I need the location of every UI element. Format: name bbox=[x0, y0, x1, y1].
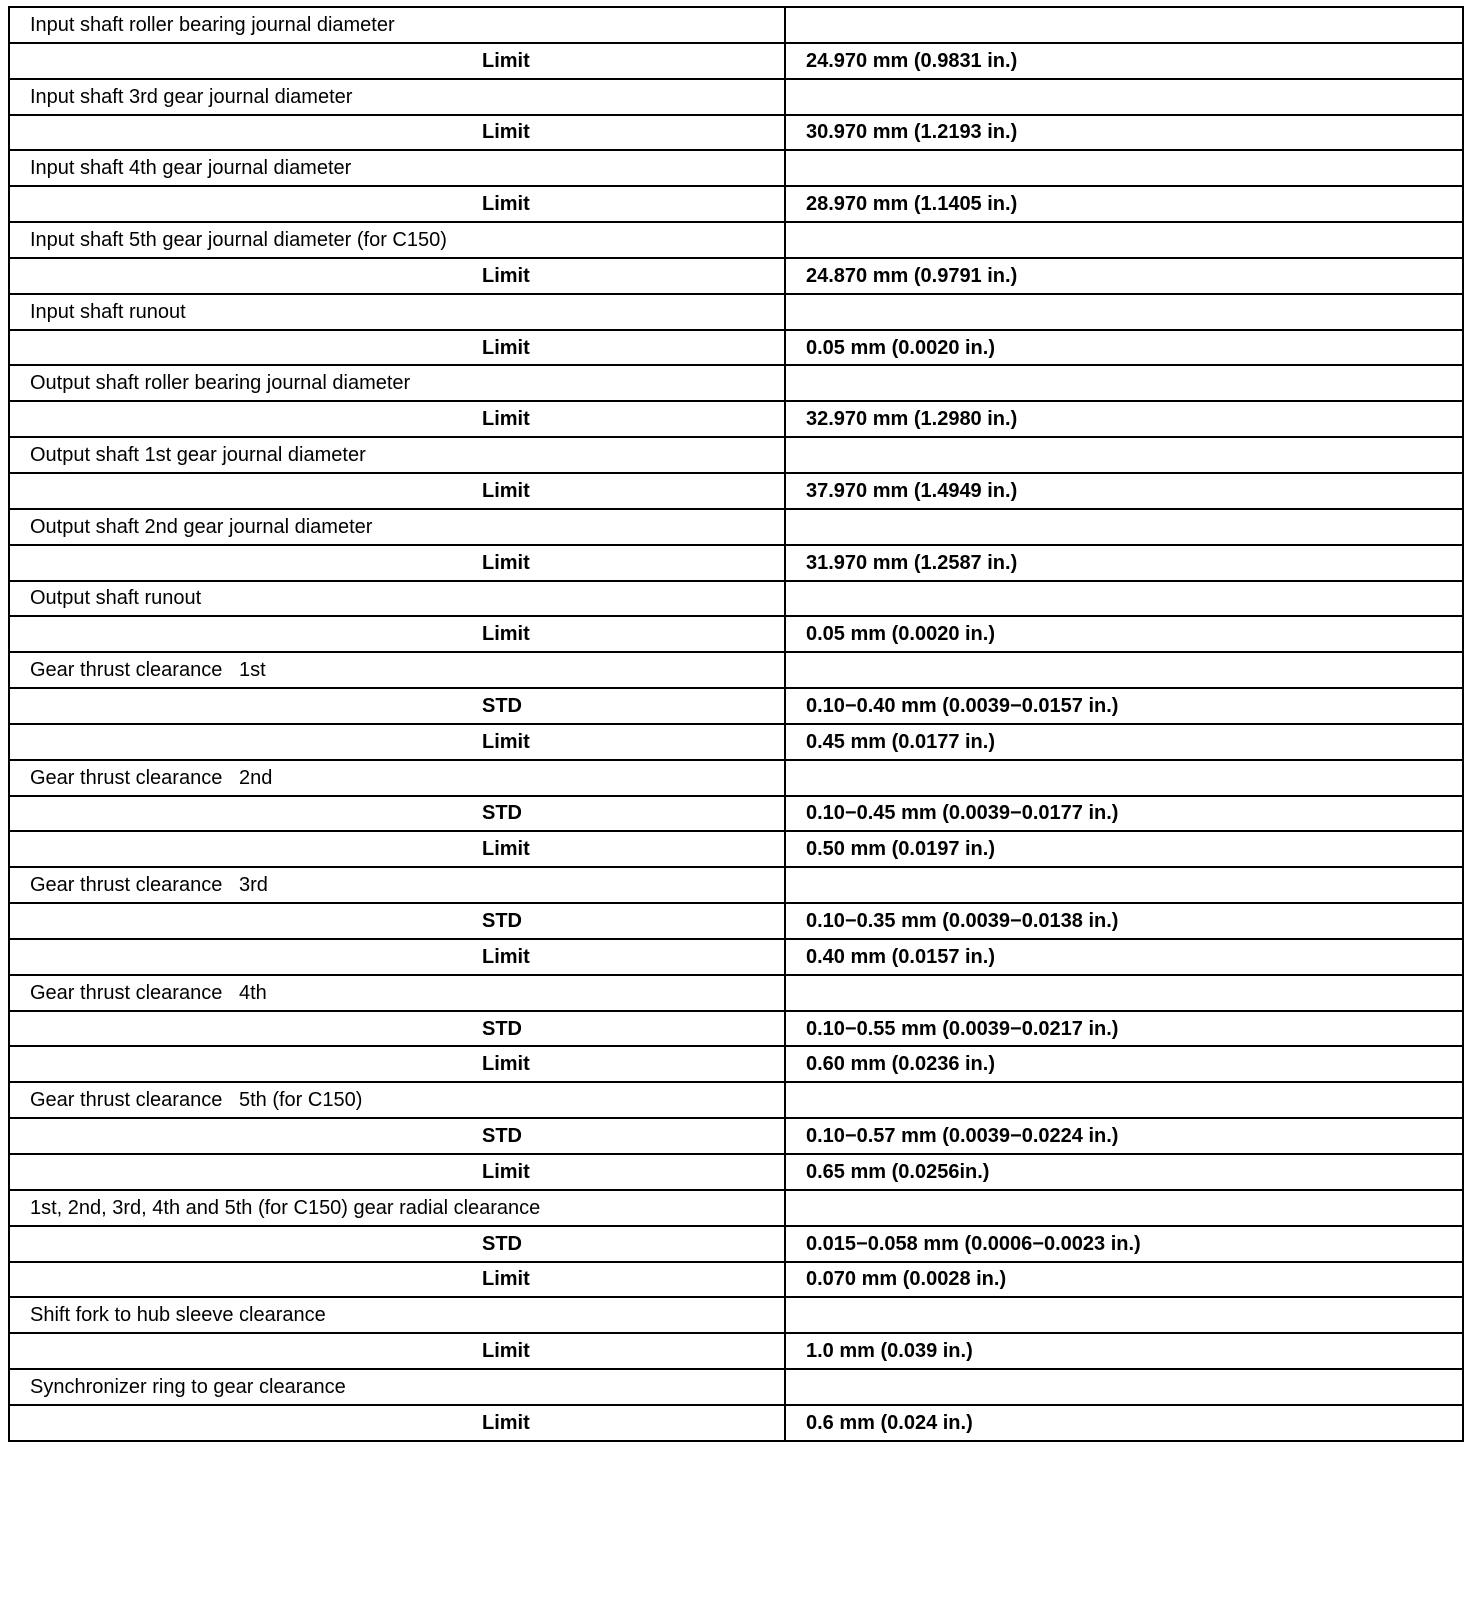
spec-label: Limit bbox=[9, 473, 785, 509]
spec-row bbox=[9, 1046, 1463, 1082]
spec-row bbox=[9, 724, 1463, 760]
item-name: Output shaft roller bearing journal diameter bbox=[9, 365, 785, 401]
item-name: Input shaft 3rd gear journal diameter bbox=[9, 79, 785, 115]
spec-row bbox=[9, 1226, 1463, 1262]
spec-label: Limit bbox=[9, 1405, 785, 1441]
spec-value: 0.50 mm (0.0197 in.) bbox=[785, 831, 1463, 867]
item-name: Gear thrust clearance 2nd bbox=[9, 760, 785, 796]
spec-label: Limit bbox=[9, 1333, 785, 1369]
spec-label: STD bbox=[9, 903, 785, 939]
spec-value: 0.45 mm (0.0177 in.) bbox=[785, 724, 1463, 760]
item-name: Input shaft runout bbox=[9, 294, 785, 330]
item-value-empty bbox=[785, 150, 1463, 186]
item-name: Gear thrust clearance 3rd bbox=[9, 867, 785, 903]
item-row bbox=[9, 365, 1463, 401]
spec-table-body bbox=[9, 7, 1463, 1441]
spec-value: 1.0 mm (0.039 in.) bbox=[785, 1333, 1463, 1369]
item-row bbox=[9, 652, 1463, 688]
spec-label: Limit bbox=[9, 258, 785, 294]
item-name: Gear thrust clearance 4th bbox=[9, 975, 785, 1011]
item-name: Shift fork to hub sleeve clearance bbox=[9, 1297, 785, 1333]
spec-row bbox=[9, 1154, 1463, 1190]
spec-value: 0.05 mm (0.0020 in.) bbox=[785, 616, 1463, 652]
spec-row bbox=[9, 43, 1463, 79]
spec-label: Limit bbox=[9, 545, 785, 581]
item-row bbox=[9, 760, 1463, 796]
item-row bbox=[9, 437, 1463, 473]
spec-row bbox=[9, 903, 1463, 939]
item-row bbox=[9, 1082, 1463, 1118]
spec-row bbox=[9, 1011, 1463, 1047]
item-value-empty bbox=[785, 437, 1463, 473]
item-value-empty bbox=[785, 1369, 1463, 1405]
item-name: Synchronizer ring to gear clearance bbox=[9, 1369, 785, 1405]
spec-row bbox=[9, 401, 1463, 437]
item-value-empty bbox=[785, 760, 1463, 796]
item-value-empty bbox=[785, 652, 1463, 688]
spec-row bbox=[9, 186, 1463, 222]
spec-label: STD bbox=[9, 1118, 785, 1154]
spec-row bbox=[9, 796, 1463, 832]
spec-value: 0.10−0.45 mm (0.0039−0.0177 in.) bbox=[785, 796, 1463, 832]
spec-label: Limit bbox=[9, 330, 785, 366]
spec-value: 24.870 mm (0.9791 in.) bbox=[785, 258, 1463, 294]
item-row bbox=[9, 975, 1463, 1011]
spec-value: 0.015−0.058 mm (0.0006−0.0023 in.) bbox=[785, 1226, 1463, 1262]
item-name: 1st, 2nd, 3rd, 4th and 5th (for C150) gear radial clearance bbox=[9, 1190, 785, 1226]
item-value-empty bbox=[785, 1190, 1463, 1226]
spec-value: 0.070 mm (0.0028 in.) bbox=[785, 1262, 1463, 1298]
item-value-empty bbox=[785, 1297, 1463, 1333]
spec-row bbox=[9, 939, 1463, 975]
item-name: Output shaft 2nd gear journal diameter bbox=[9, 509, 785, 545]
spec-row bbox=[9, 473, 1463, 509]
item-row bbox=[9, 867, 1463, 903]
item-value-empty bbox=[785, 509, 1463, 545]
item-row bbox=[9, 581, 1463, 617]
spec-label: Limit bbox=[9, 1046, 785, 1082]
item-value-empty bbox=[785, 975, 1463, 1011]
spec-row bbox=[9, 688, 1463, 724]
service-spec-table bbox=[8, 6, 1464, 1442]
spec-value: 0.10−0.55 mm (0.0039−0.0217 in.) bbox=[785, 1011, 1463, 1047]
spec-row bbox=[9, 1405, 1463, 1441]
spec-value: 0.40 mm (0.0157 in.) bbox=[785, 939, 1463, 975]
spec-label: Limit bbox=[9, 115, 785, 151]
spec-label: Limit bbox=[9, 43, 785, 79]
item-value-empty bbox=[785, 867, 1463, 903]
spec-label: STD bbox=[9, 1226, 785, 1262]
spec-value: 0.10−0.57 mm (0.0039−0.0224 in.) bbox=[785, 1118, 1463, 1154]
spec-row bbox=[9, 115, 1463, 151]
item-value-empty bbox=[785, 294, 1463, 330]
item-row bbox=[9, 79, 1463, 115]
item-row bbox=[9, 150, 1463, 186]
item-row bbox=[9, 1297, 1463, 1333]
item-name: Gear thrust clearance 5th (for C150) bbox=[9, 1082, 785, 1118]
spec-value: 32.970 mm (1.2980 in.) bbox=[785, 401, 1463, 437]
item-value-empty bbox=[785, 365, 1463, 401]
spec-row bbox=[9, 616, 1463, 652]
spec-value: 0.05 mm (0.0020 in.) bbox=[785, 330, 1463, 366]
spec-value: 0.10−0.35 mm (0.0039−0.0138 in.) bbox=[785, 903, 1463, 939]
spec-label: Limit bbox=[9, 939, 785, 975]
spec-value: 28.970 mm (1.1405 in.) bbox=[785, 186, 1463, 222]
item-name: Input shaft 4th gear journal diameter bbox=[9, 150, 785, 186]
spec-value: 37.970 mm (1.4949 in.) bbox=[785, 473, 1463, 509]
spec-row bbox=[9, 258, 1463, 294]
item-name: Output shaft 1st gear journal diameter bbox=[9, 437, 785, 473]
spec-value: 0.60 mm (0.0236 in.) bbox=[785, 1046, 1463, 1082]
item-row bbox=[9, 294, 1463, 330]
spec-value: 0.10−0.40 mm (0.0039−0.0157 in.) bbox=[785, 688, 1463, 724]
spec-label: Limit bbox=[9, 616, 785, 652]
item-row bbox=[9, 1190, 1463, 1226]
item-row bbox=[9, 1369, 1463, 1405]
spec-value: 24.970 mm (0.9831 in.) bbox=[785, 43, 1463, 79]
spec-row bbox=[9, 1118, 1463, 1154]
item-value-empty bbox=[785, 79, 1463, 115]
spec-label: Limit bbox=[9, 1154, 785, 1190]
spec-value: 31.970 mm (1.2587 in.) bbox=[785, 545, 1463, 581]
spec-label: STD bbox=[9, 1011, 785, 1047]
item-value-empty bbox=[785, 7, 1463, 43]
spec-label: Limit bbox=[9, 186, 785, 222]
spec-label: Limit bbox=[9, 1262, 785, 1298]
spec-row bbox=[9, 330, 1463, 366]
spec-value: 30.970 mm (1.2193 in.) bbox=[785, 115, 1463, 151]
item-value-empty bbox=[785, 1082, 1463, 1118]
item-name: Input shaft 5th gear journal diameter (for C150) bbox=[9, 222, 785, 258]
item-value-empty bbox=[785, 581, 1463, 617]
item-row bbox=[9, 222, 1463, 258]
item-name: Gear thrust clearance 1st bbox=[9, 652, 785, 688]
spec-row bbox=[9, 1333, 1463, 1369]
item-name: Output shaft runout bbox=[9, 581, 785, 617]
item-name: Input shaft roller bearing journal diameter bbox=[9, 7, 785, 43]
item-row bbox=[9, 509, 1463, 545]
item-value-empty bbox=[785, 222, 1463, 258]
spec-label: STD bbox=[9, 796, 785, 832]
spec-row bbox=[9, 831, 1463, 867]
spec-label: Limit bbox=[9, 401, 785, 437]
spec-label: Limit bbox=[9, 831, 785, 867]
spec-value: 0.6 mm (0.024 in.) bbox=[785, 1405, 1463, 1441]
spec-row bbox=[9, 545, 1463, 581]
spec-value: 0.65 mm (0.0256in.) bbox=[785, 1154, 1463, 1190]
item-row bbox=[9, 7, 1463, 43]
spec-label: STD bbox=[9, 688, 785, 724]
spec-label: Limit bbox=[9, 724, 785, 760]
spec-row bbox=[9, 1262, 1463, 1298]
